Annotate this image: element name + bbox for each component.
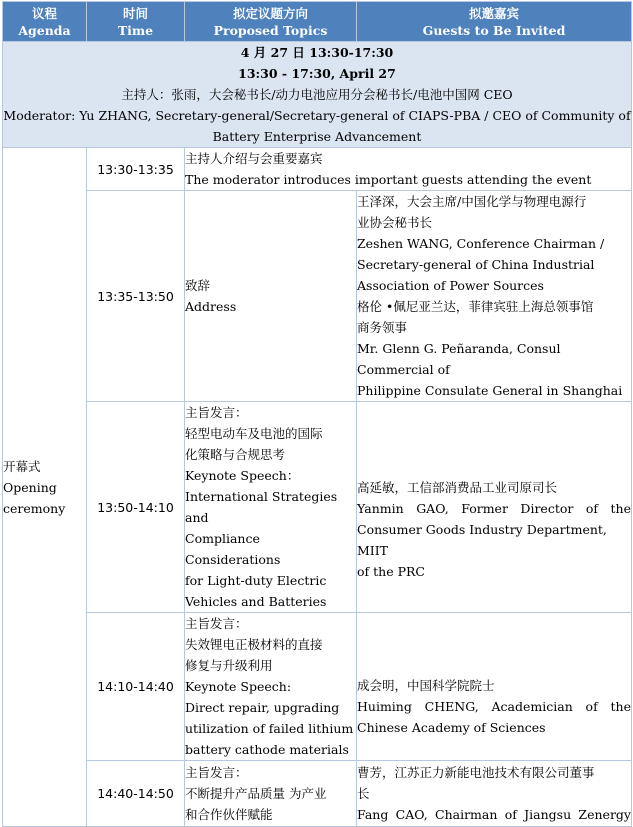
topic-line: 轻型电动车及电池的国际 <box>185 426 323 441</box>
topic-cell <box>185 761 357 827</box>
topic-line: Direct repair, upgrading <box>185 700 340 715</box>
topic-line: Address <box>185 299 237 314</box>
guest-line: 业协会秘书长 <box>357 215 433 230</box>
header-guests-cn: 拟邀嘉宾 <box>468 5 519 21</box>
time-cell: 13:30-13:35 <box>87 148 185 191</box>
guest-line: 成会明，中国科学院院士 <box>357 678 495 693</box>
header-topics-cn: 拟定议题方向 <box>232 5 308 21</box>
topic-line: Compliance Considerations <box>185 531 281 567</box>
topic-line: 修复与升级利用 <box>185 658 273 673</box>
guest-line: Mr. Glenn G. Peñaranda, Consul Commercial of <box>357 341 561 377</box>
header-agenda-en: Agenda <box>18 22 71 38</box>
guest-line: Fang CAO, Chairman of Jiangsu Zenergy <box>357 807 631 822</box>
header-topics <box>185 2 357 42</box>
topic-line: International Strategies and <box>185 489 338 525</box>
header-guests-en: Guests to Be Invited <box>422 22 566 38</box>
topic-line: Keynote Speech： <box>185 468 300 483</box>
topic-line: The moderator introduces important guests attending the event <box>185 172 592 187</box>
agenda-label-en-2: ceremony <box>3 500 66 516</box>
session-date-en: 13:30 - 17:30, April 27 <box>238 66 396 81</box>
table-row <box>3 613 632 761</box>
guests-cell <box>357 613 632 761</box>
guest-line: Chinese Academy of Sciences <box>357 720 546 735</box>
topic-line: Keynote Speech: <box>185 679 292 694</box>
table-header-row <box>3 2 632 42</box>
guest-line: 商务领事 <box>357 320 408 335</box>
header-agenda <box>3 2 87 42</box>
guest-line: Secretary-general of China Industrial <box>357 257 595 272</box>
table-row <box>3 148 632 191</box>
topic-line: 不断提升产品质量 为产业 <box>185 786 327 801</box>
guests-cell <box>357 191 632 402</box>
header-topics-en: Proposed Topics <box>213 22 328 38</box>
topic-cell <box>185 613 357 761</box>
time-cell: 14:40-14:50 <box>87 761 185 827</box>
topic-line: 致辞 <box>185 278 211 293</box>
guest-line: 曹芳，江苏正力新能电池技术有限公司董事 <box>357 765 595 780</box>
table-row <box>3 761 632 827</box>
topic-line: for Light-duty Electric <box>185 573 327 588</box>
header-time-cn: 时间 <box>122 5 148 21</box>
guest-line: Zeshen WANG, Conference Chairman / <box>357 236 605 251</box>
moderator-en-line1: Moderator: Yu ZHANG, Secretary-general/Secretary-general of CIAPS-PBA / CEO of Community of <box>3 108 631 123</box>
header-guests <box>357 2 632 42</box>
topic-cell <box>185 148 632 191</box>
guest-line: Philippine Consulate General in Shanghai <box>357 383 623 398</box>
guests-cell <box>357 402 632 613</box>
topic-line: battery cathode materials <box>185 742 349 757</box>
topic-line: 和合作伙伴赋能 <box>185 807 273 822</box>
topic-line: Vehicles and Batteries <box>185 594 327 609</box>
topic-line: 主旨发言： <box>185 616 248 631</box>
header-time <box>87 2 185 42</box>
agenda-label-cn: 开幕式 <box>3 458 41 474</box>
time-cell: 13:50-14:10 <box>87 402 185 613</box>
guest-line: 格伦 •佩尼亚兰达，菲律宾驻上海总领事馆 <box>357 299 594 314</box>
session-band <box>3 42 632 148</box>
session-date-cn: 4 月 27 日 13:30-17:30 <box>240 45 394 60</box>
guest-line: Association of Power Sources <box>357 278 544 293</box>
moderator-cn: 主持人：张雨，大会秘书长/动力电池应用分会秘书长/电池中国网 CEO <box>121 87 513 102</box>
guest-line: 王泽深，大会主席/中国化学与物理电源行 <box>357 194 587 209</box>
table-row <box>3 402 632 613</box>
agenda-label-cell <box>3 148 87 827</box>
session-band-row <box>3 42 632 148</box>
header-time-en: Time <box>117 22 154 38</box>
topic-line: 主持人介绍与会重要嘉宾 <box>185 151 323 166</box>
guests-cell <box>357 761 632 827</box>
topic-line: 主旨发言： <box>185 765 248 780</box>
moderator-en-line2: Battery Enterprise Advancement <box>212 129 422 144</box>
topic-cell <box>185 402 357 613</box>
agenda-label-en-1: Opening <box>3 479 57 495</box>
table-row <box>3 191 632 402</box>
guest-line: Consumer Goods Industry Department, MIIT <box>357 521 607 558</box>
guest-line: Yanmin GAO, Former Director of the <box>357 500 631 516</box>
header-agenda-cn: 议程 <box>31 5 57 21</box>
guest-line: Huiming CHENG, Academician of the <box>357 699 631 714</box>
topic-line: utilization of failed lithium <box>185 721 354 736</box>
guest-line: 高延敏，工信部消费品工业司原司长 <box>357 479 558 495</box>
topic-line: 失效锂电正极材料的直接 <box>185 637 323 652</box>
time-cell: 14:10-14:40 <box>87 613 185 761</box>
topic-cell <box>185 191 357 402</box>
topic-line: 主旨发言： <box>185 405 248 420</box>
guest-line: 长 <box>357 786 370 801</box>
time-cell: 13:35-13:50 <box>87 191 185 402</box>
topic-line: 化策略与合规思考 <box>185 447 286 462</box>
agenda-table <box>2 1 632 827</box>
guest-line: of the PRC <box>357 563 425 579</box>
